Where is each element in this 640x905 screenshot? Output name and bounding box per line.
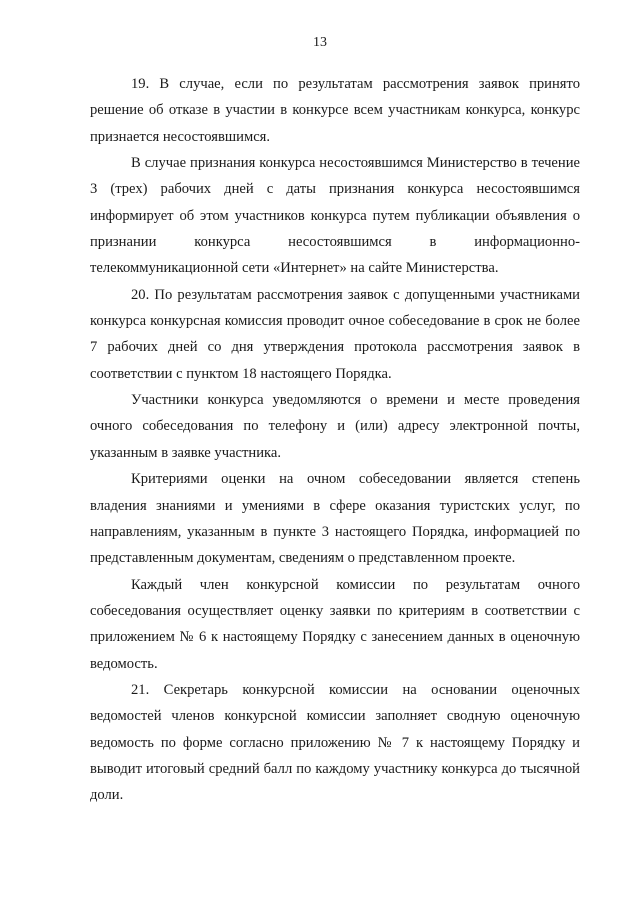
paragraph-20-evaluation: Каждый член конкурсной комиссии по результатам очного собеседования осуществляет оценку заявки по критериям в соответствии с приложением № 6 к настоящему Порядку с занесением данных в оценочную ведомость. xyxy=(90,576,580,672)
paragraph-19-unsuccessful-contest: В случае признания конкурса несостоявшимся Министерство в течение 3 (трех) рабочих дней с даты признания конкурса несостоявшимся информирует об этом участников конкурса путем публикации объявления о признании конкурса несостоявшимся в информационно-телекоммуникационной сети «Интернет» на сайте Министерства. xyxy=(90,155,580,277)
paragraph-20: 20. По результатам рассмотрения заявок с допущенными участниками конкурса конкурсная комиссия проводит очное собеседование в срок не более 7 рабочих дней со дня утверждения протокола рассмотрения заявок в соответствии с пунктом 18 настоящего Порядка. xyxy=(90,286,580,382)
page-number: 13 xyxy=(313,35,327,50)
paragraph-19: 19. В случае, если по результатам рассмотрения заявок принято решение об отказе в участии в конкурсе всем участникам конкурса, конкурс признается несостоявшимся. xyxy=(90,76,580,145)
document-body xyxy=(90,71,580,809)
paragraph-20-criteria: Критериями оценки на очном собеседовании является степень владения знаниями и умениями в сфере оказания туристских услуг, по направлениям, указанным в пункте 3 настоящего Порядка, информацией по представленным документам, сведениям о представленном проекте. xyxy=(90,471,580,567)
paragraph-21: 21. Секретарь конкурсной комиссии на основании оценочных ведомостей членов конкурсной комиссии заполняет сводную оценочную ведомость по форме согласно приложению № 7 к настоящему Порядку и выводит итоговый средний балл по каждому участнику конкурса до тысячной доли. xyxy=(90,681,580,804)
paragraph-20-notification: Участники конкурса уведомляются о времени и месте проведения очного собеседования по телефону и (или) адресу электронной почты, указанным в заявке участника. xyxy=(90,392,580,461)
